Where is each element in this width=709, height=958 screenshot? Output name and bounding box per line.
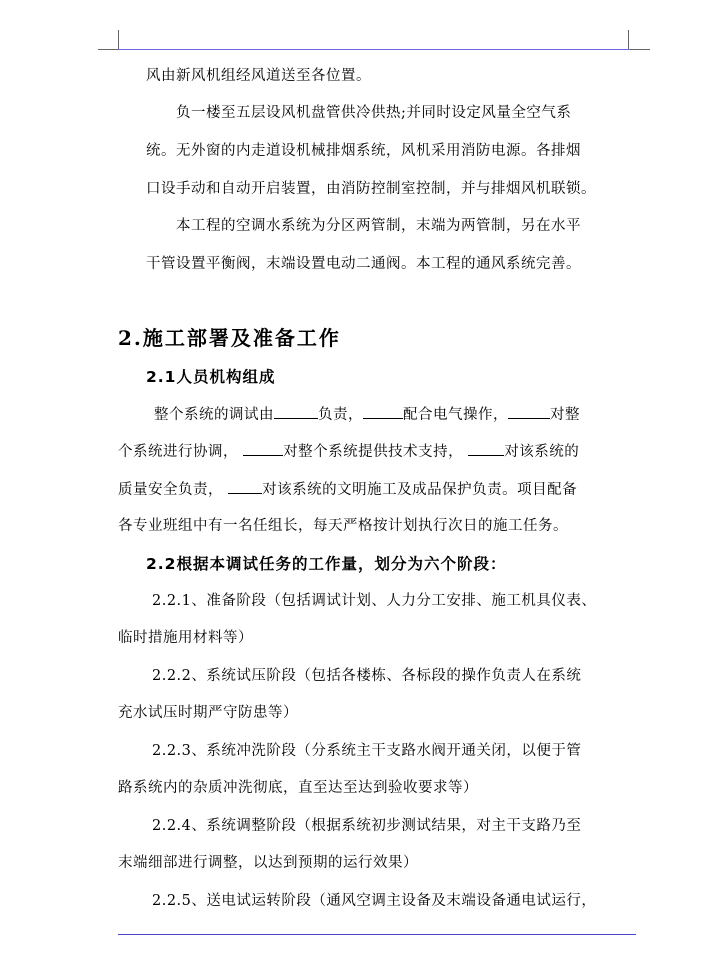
text-segment: 对该系统的文明施工及成品保护负责。项目配备 [262,482,578,498]
list-item-line: 临时措施用材料等） [118,630,253,646]
crop-mark-top-left [118,30,119,50]
crop-mark-top-right-h [630,49,650,50]
blank-field [363,404,403,419]
blank-field [468,441,504,456]
blank-field [228,479,262,494]
subsection-heading-2-1: 2.1人员机构组成 [146,368,276,386]
paragraph-line: 干管设置平衡阀，末端设置电动二通阀。本工程的通风系统完善。 [146,256,581,272]
text-segment: 配合电气操作， [403,407,508,423]
paragraph-line: 负一楼至五层设风机盘管供冷供热;并同时设定风量全空气系 [176,105,572,121]
text-segment: 对该系统的 [504,444,580,460]
list-item-line: 2.2.3、系统冲洗阶段（分系统主干支路水阀开通关闭，以便于管 [152,743,582,759]
text-segment: 质量安全负责， [118,482,223,498]
crop-mark-top-right [628,30,629,50]
text-segment: 整个系统的调试由 [154,407,274,423]
fill-in-line-2 [118,441,579,462]
crop-mark-top-left-h [98,49,118,50]
subsection-heading-2-2: 2.2根据本调试任务的工作量，划分为六个阶段： [146,555,507,573]
list-item-line: 2.2.4、系统调整阶段（根据系统初步测试结果，对主干支路乃至 [152,818,582,834]
text-segment: 对整个系统提供技术支持， [283,444,464,460]
list-item-line: 2.2.2、系统试压阶段（包括各楼栋、各标段的操作负责人在系统 [152,668,582,684]
blank-field [243,441,283,456]
text-segment: 个系统进行协调， [118,444,238,460]
text-segment: 负责， [318,407,363,423]
list-item-line: 2.2.5、送电试运转阶段（通风空调主设备及末端设备通电试运行， [152,893,597,909]
blank-field [508,404,550,419]
paragraph-line: 本工程的空调水系统为分区两管制，末端为两管制，另在水平 [176,218,581,234]
list-item-line: 2.2.1、准备阶段（包括调试计划、人力分工安排、施工机具仪表、 [152,593,597,609]
header-rule [118,49,630,50]
text-segment: 对整 [550,407,580,423]
paragraph-line: 风由新风机组经风道送至各位置。 [146,68,371,84]
fill-in-line-3 [118,479,577,500]
paragraph-line: 统。无外窗的内走道设机械排烟系统，风机采用消防电源。各排烟 [146,143,581,159]
blank-field [274,404,318,419]
paragraph-line: 口设手动和自动开启装置，由消防控制室控制，并与排烟风机联锁。 [146,181,596,197]
paragraph-line: 各专业班组中有一名任组长，每天严格按计划执行次日的施工任务。 [118,518,568,534]
fill-in-line-1 [154,404,580,425]
list-item-line: 末端细部进行调整，以达到预期的运行效果） [118,855,418,871]
section-heading-2: 2.施工部署及准备工作 [118,326,341,350]
footer-rule [118,934,636,935]
list-item-line: 充水试压时期严守防患等） [118,705,298,721]
list-item-line: 路系统内的杂质冲洗彻底，直至达至达到验收要求等） [118,780,478,796]
